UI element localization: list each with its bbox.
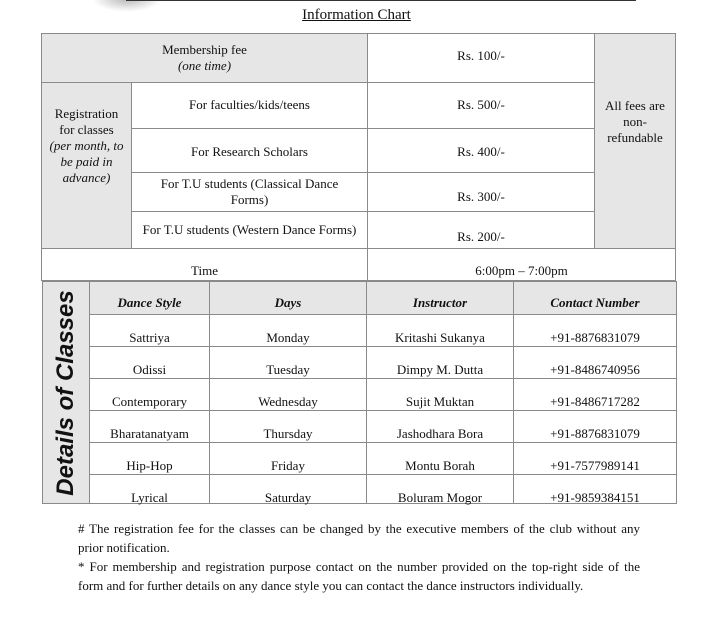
membership-fee-cell: [41, 33, 368, 83]
instructor: Sujit Muktan: [405, 394, 475, 409]
time-value-cell: [367, 248, 676, 281]
day: Saturday: [264, 490, 312, 505]
fee-row-label: For faculties/kids/teens: [189, 97, 310, 112]
table-cell: [89, 314, 210, 347]
contact-number: +91-9859384151: [550, 490, 640, 505]
contact-number: +91-8486740956: [550, 362, 640, 377]
instructor: Kritashi Sukanya: [395, 330, 485, 345]
fee-row-label: For T.U students (Western Dance Forms): [142, 222, 357, 237]
table-header-cell: [366, 281, 514, 315]
table-header-cell: [89, 281, 210, 315]
table-header-cell: [513, 281, 677, 315]
header-dance-style: Dance Style: [117, 295, 182, 310]
table-cell: [209, 378, 367, 411]
fee-row-amount: Rs. 500/-: [457, 97, 505, 112]
table-cell: [366, 410, 514, 443]
fee-row-label: For Research Scholars: [191, 144, 308, 159]
instructor: Dimpy M. Dutta: [396, 362, 484, 377]
registration-label: Registration for classes: [54, 105, 119, 137]
dance-style: Bharatanatyam: [110, 426, 189, 441]
note-registration-change: # The registration fee for the classes can be changed by the executive members of the club without any prior notification.: [78, 521, 640, 555]
table-cell: [209, 346, 367, 379]
instructor: Boluram Mogor: [397, 490, 483, 505]
time-value: 6:00pm – 7:00pm: [475, 263, 568, 278]
fee-row-amount-cell: [367, 211, 595, 249]
fee-row-amount-cell: [367, 172, 595, 212]
contact-number: +91-8876831079: [550, 426, 640, 441]
table-cell: [513, 314, 677, 347]
fee-row-label-cell: [131, 128, 368, 173]
time-label: Time: [191, 263, 218, 278]
day: Tuesday: [266, 362, 310, 377]
refund-note-cell: [594, 33, 676, 249]
day: Monday: [266, 330, 310, 345]
header-contact-number: Contact Number: [550, 295, 640, 310]
table-cell: [366, 346, 514, 379]
header-instructor: Instructor: [412, 295, 468, 310]
contact-number: +91-8486717282: [550, 394, 640, 409]
fee-row-amount-cell: [367, 82, 595, 129]
table-cell: [513, 346, 677, 379]
table-cell: [513, 410, 677, 443]
table-cell: [209, 442, 367, 475]
table-cell: [366, 442, 514, 475]
table-cell: [89, 378, 210, 411]
membership-fee-label: Membership fee: [162, 42, 247, 57]
table-cell: [513, 378, 677, 411]
table-cell: [209, 410, 367, 443]
dance-style: Lyrical: [131, 490, 168, 505]
header-days: Days: [274, 295, 302, 310]
fee-row-amount-cell: [367, 128, 595, 173]
fee-row-amount: Rs. 400/-: [457, 144, 505, 159]
table-cell: [366, 378, 514, 411]
instructor: Montu Borah: [405, 458, 475, 473]
dance-style: Hip-Hop: [126, 458, 173, 473]
dance-style: Odissi: [132, 362, 167, 377]
table-cell: [89, 410, 210, 443]
table-cell: [209, 474, 367, 504]
registration-note: (per month, to be paid in advance): [49, 137, 124, 185]
refund-note: All fees are non-refundable: [605, 98, 665, 145]
registration-cell: [41, 82, 132, 249]
fee-row-label: For T.U students (Classical Dance Forms): [160, 176, 339, 207]
contact-number: +91-8876831079: [550, 330, 640, 345]
page-title: Information Chart: [302, 7, 411, 23]
day: Thursday: [263, 426, 313, 441]
fee-row-label-cell: [131, 211, 368, 249]
membership-fee-amount: Rs. 100/-: [457, 48, 505, 63]
contact-number: +91-7577989141: [550, 458, 640, 473]
table-cell: [513, 442, 677, 475]
fee-row-amount: Rs. 300/-: [457, 189, 505, 204]
table-cell: [209, 314, 367, 347]
day: Friday: [271, 458, 305, 473]
details-of-classes-label-cell: [42, 281, 90, 504]
fee-row-amount: Rs. 200/-: [457, 229, 505, 244]
top-rule: [126, 0, 636, 1]
fee-row-label-cell: [131, 82, 368, 129]
table-cell: [366, 474, 514, 504]
table-cell: [89, 346, 210, 379]
table-cell: [89, 442, 210, 475]
notes-section: [78, 519, 640, 595]
dance-style: Contemporary: [111, 394, 188, 409]
membership-fee-note: (one time): [177, 58, 232, 73]
time-label-cell: [41, 248, 368, 281]
day: Wednesday: [258, 394, 318, 409]
table-header-cell: [209, 281, 367, 315]
table-cell: [513, 474, 677, 504]
table-cell: [89, 474, 210, 504]
table-cell: [366, 314, 514, 347]
fee-row-label-cell: [131, 172, 368, 212]
membership-fee-amount-cell: [367, 33, 595, 83]
details-of-classes-label: Details of Classes: [52, 289, 79, 496]
instructor: Jashodhara Bora: [396, 426, 484, 441]
note-contact-info: * For membership and registration purpose contact on the number provided on the top-right side of the form and for further details on any dance style you can contact the dance instructors individually.: [78, 559, 640, 593]
dance-style: Sattriya: [129, 330, 170, 345]
